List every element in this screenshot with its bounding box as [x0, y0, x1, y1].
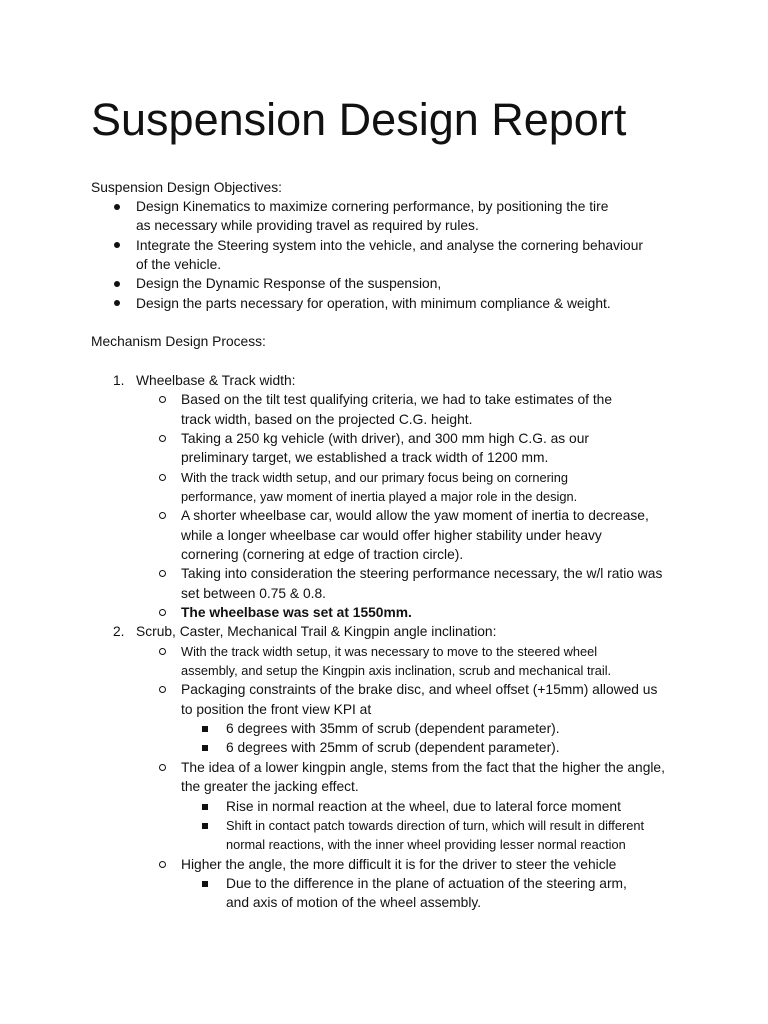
- spacer: [0, 313, 768, 332]
- objective-line: Design Kinematics to maximize cornering performance, by positioning the tire: [136, 198, 609, 214]
- step-point: [0, 468, 768, 507]
- sub-points-list: [0, 719, 768, 758]
- bullet-icon: [114, 204, 120, 210]
- objective-line: as necessary while providing travel as required by rules.: [136, 218, 479, 234]
- point-line: Taking into consideration the steering performance necessary, the w/l ratio was: [181, 566, 663, 582]
- point-line: while a longer wheelbase car would offer higher stability under heavy: [181, 527, 602, 543]
- point-line: preliminary target, we established a track width of 1200 mm.: [181, 450, 549, 466]
- objective-item: [0, 274, 768, 293]
- point-line: performance, yaw moment of inertia played a major role in the design.: [181, 489, 578, 504]
- step-points-list: [0, 390, 768, 622]
- objectives-section: [0, 178, 768, 313]
- circle-bullet-icon: [159, 512, 166, 519]
- point-line: track width, based on the projected C.G. height.: [181, 411, 473, 427]
- circle-bullet-icon: [159, 396, 166, 403]
- sub-points-list: [0, 797, 768, 855]
- point-line: Based on the tilt test qualifying criteria, we had to take estimates of the: [181, 392, 613, 408]
- circle-bullet-icon: [159, 764, 166, 771]
- step-point: [0, 429, 768, 468]
- sub-point-line: normal reactions, with the inner wheel providing lesser normal reaction: [226, 837, 626, 853]
- point-line: The idea of a lower kingpin angle, stems from the fact that the higher the angle,: [181, 759, 665, 775]
- square-bullet-icon: [202, 823, 208, 829]
- objective-line: Design the parts necessary for operation, with minimum compliance & weight.: [136, 295, 611, 311]
- objectives-list: [0, 197, 768, 313]
- objective-line: of the vehicle.: [136, 256, 222, 272]
- sub-point: [0, 719, 768, 738]
- point-line-bold: The wheelbase was set at 1550mm.: [181, 605, 412, 621]
- document-body: [0, 178, 768, 913]
- step-point: [0, 390, 768, 429]
- objective-line: Integrate the Steering system into the vehicle, and analyse the cornering behaviour: [136, 237, 643, 253]
- circle-bullet-icon: [159, 648, 166, 655]
- sub-point-line: Shift in contact patch towards direction of turn, which will result in different: [226, 817, 644, 833]
- square-bullet-icon: [202, 745, 208, 751]
- point-line: With the track width setup, and our primary focus being on cornering: [181, 469, 568, 485]
- circle-bullet-icon: [159, 861, 166, 868]
- point-line: Taking a 250 kg vehicle (with driver), and 300 mm high C.G. as our: [181, 430, 589, 446]
- circle-bullet-icon: [159, 435, 166, 442]
- step-point: [0, 506, 768, 564]
- circle-bullet-icon: [159, 570, 166, 577]
- objective-item: [0, 294, 768, 313]
- step-point: [0, 855, 768, 913]
- sub-point: [0, 874, 768, 913]
- point-line: cornering (cornering at edge of traction circle).: [181, 547, 464, 563]
- point-line: Higher the angle, the more difficult it is for the driver to steer the vehicle: [181, 856, 617, 872]
- process-step: [0, 622, 768, 912]
- page-title: Suspension Design Report: [91, 94, 627, 145]
- step-title: Wheelbase & Track width:: [136, 372, 296, 388]
- sub-point-line: Rise in normal reaction at the wheel, due to lateral force moment: [226, 798, 621, 814]
- objective-item: [0, 236, 768, 275]
- objectives-heading: Suspension Design Objectives:: [91, 179, 282, 195]
- square-bullet-icon: [202, 881, 208, 887]
- square-bullet-icon: [202, 804, 208, 810]
- point-line: Packaging constraints of the brake disc, and wheel offset (+15mm) allowed us: [181, 682, 658, 698]
- sub-point: [0, 738, 768, 757]
- step-points-list: [0, 642, 768, 913]
- sub-point-line: 6 degrees with 25mm of scrub (dependent parameter).: [226, 740, 560, 756]
- sub-point-line: 6 degrees with 35mm of scrub (dependent parameter).: [226, 721, 560, 737]
- point-line: assembly, and setup the Kingpin axis inclination, scrub and mechanical trail.: [181, 663, 612, 679]
- step-point: [0, 680, 768, 757]
- sub-points-list: [0, 874, 768, 913]
- point-line: A shorter wheelbase car, would allow the yaw moment of inertia to decrease,: [181, 508, 649, 524]
- bullet-icon: [114, 281, 120, 287]
- point-line: to position the front view KPI at: [181, 701, 372, 717]
- process-steps-list: [0, 371, 768, 913]
- sub-point-line: Due to the difference in the plane of actuation of the steering arm,: [226, 875, 627, 891]
- point-line: With the track width setup, it was necessary to move to the steered wheel: [181, 643, 598, 659]
- sub-point: [0, 797, 768, 816]
- sub-point: [0, 816, 768, 855]
- step-number: 2.: [113, 624, 125, 640]
- step-point: [0, 642, 768, 681]
- step-point: [0, 564, 768, 603]
- circle-bullet-icon: [159, 686, 166, 693]
- sub-point-line: and axis of motion of the wheel assembly.: [226, 895, 482, 911]
- step-title: Scrub, Caster, Mechanical Trail & Kingpin angle inclination:: [136, 624, 497, 640]
- objective-line: Design the Dynamic Response of the suspension,: [136, 276, 442, 292]
- spacer: [0, 352, 768, 371]
- process-step: [0, 371, 768, 622]
- objective-item: [0, 197, 768, 236]
- point-line: the greater the jacking effect.: [181, 779, 359, 795]
- step-number: 1.: [113, 372, 125, 388]
- process-section: [0, 332, 768, 912]
- square-bullet-icon: [202, 726, 208, 732]
- circle-bullet-icon: [159, 609, 166, 616]
- step-point: [0, 603, 768, 622]
- circle-bullet-icon: [159, 474, 166, 481]
- point-line: set between 0.75 & 0.8.: [181, 585, 326, 601]
- process-heading: Mechanism Design Process:: [91, 334, 266, 350]
- step-point: [0, 758, 768, 855]
